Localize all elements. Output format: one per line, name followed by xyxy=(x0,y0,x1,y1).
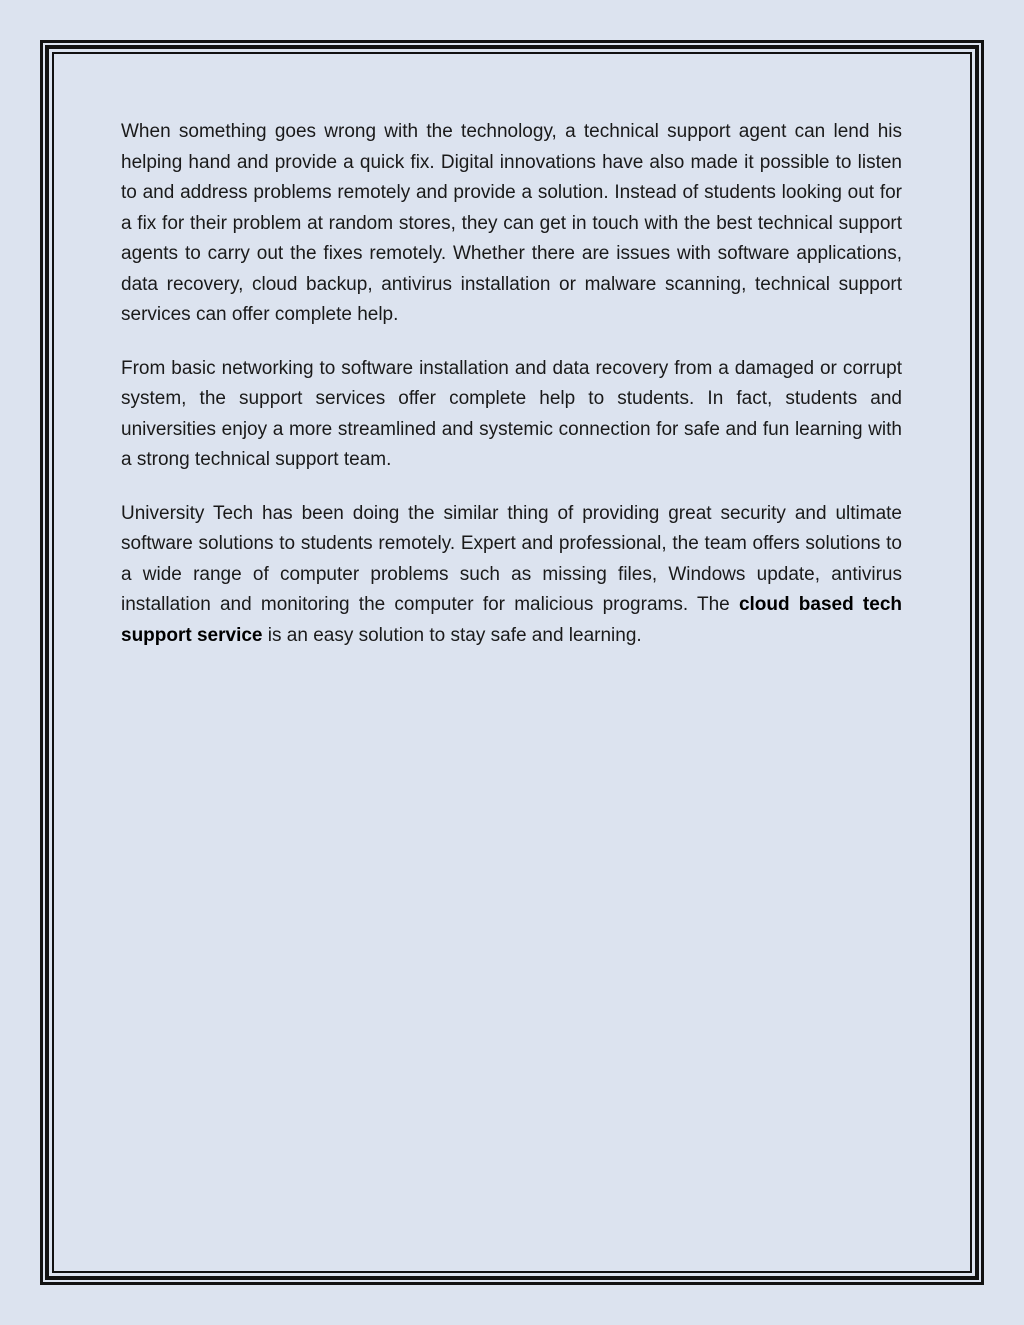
document-body xyxy=(121,117,902,674)
paragraph-3 xyxy=(121,499,902,652)
paragraph-2: From basic networking to software installation and data recovery from a damaged or corrupt system, the support services offer complete help to students. In fact, students and universities enjoy a more streamlined and systemic connection for safe and fun learning with a strong technical support team. xyxy=(121,357,902,470)
paragraph-1: When something goes wrong with the technology, a technical support agent can lend his helping hand and provide a quick fix. Digital innovations have also made it possible to listen to and address problems remotely and provide a solution. Instead of students looking out for a fix for their problem at random stores, they can get in touch with the best technical support agents to carry out the fixes remotely. Whether there are issues with software applications, data recovery, cloud backup, antivirus installation or malware scanning, technical support services can offer complete help. xyxy=(121,121,902,325)
bold-link-text: cloud based tech support service xyxy=(121,594,902,646)
paragraph-3-text-before: University Tech has been doing the similar thing of providing great security and ultimate software solutions to students remotely. Expert and professional, the team offers solutions to a wide range of computer problems such as missing files, Windows update, antivirus installation and monitoring the computer for malicious programs. The xyxy=(121,502,902,615)
paragraph-3-text-after: is an easy solution to stay safe and learning. xyxy=(262,624,642,646)
